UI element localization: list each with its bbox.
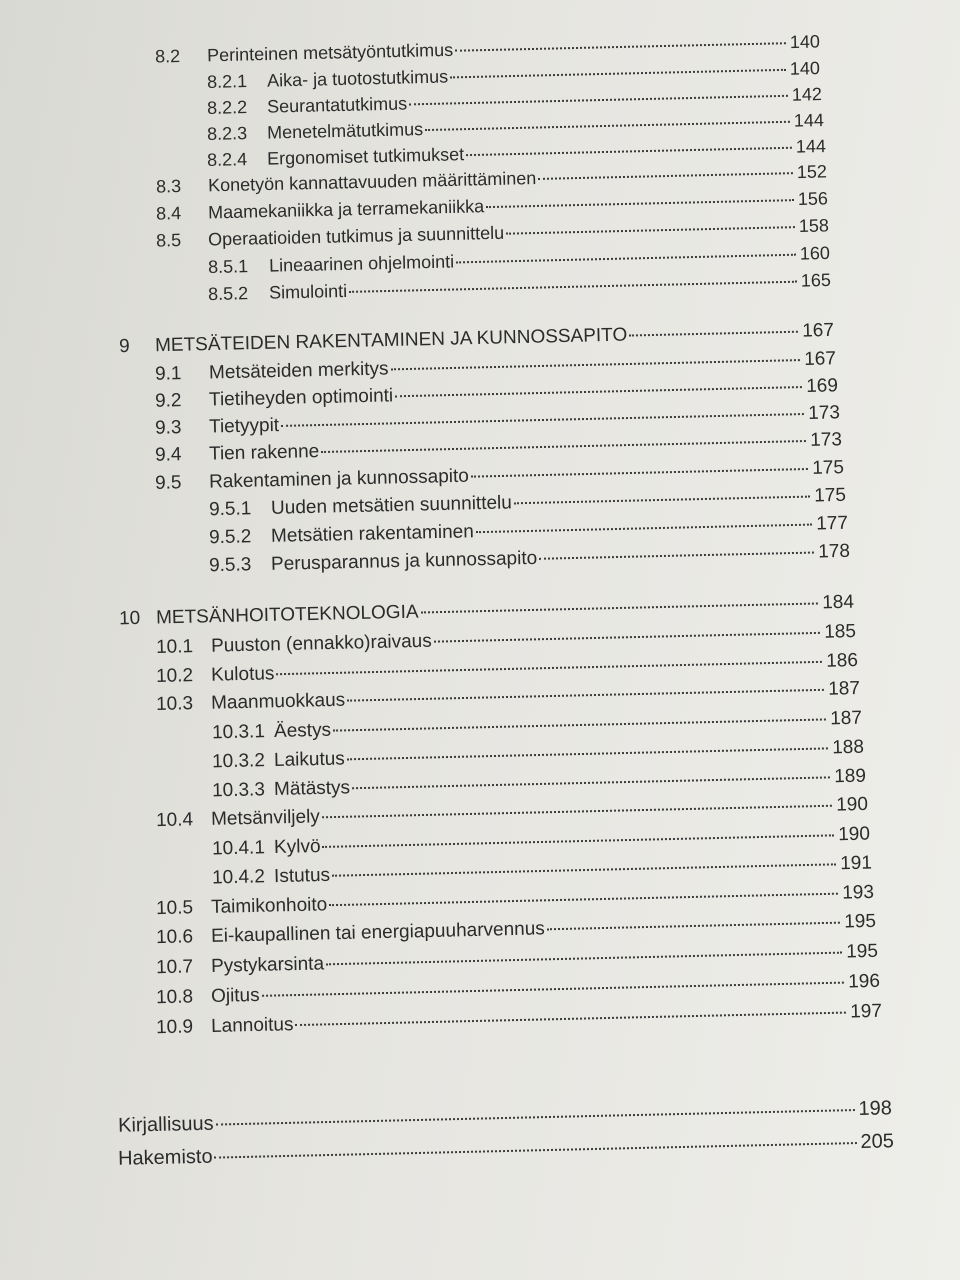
toc-entry-number: 9.5.2 [208,526,252,549]
toc-entry-page: 185 [823,621,857,643]
dot-leader [333,718,826,731]
toc-entry-page: 158 [798,215,830,237]
toc-entry-page: 142 [791,84,823,105]
toc-entry-number: 10.5 [155,897,194,920]
toc-entry-title: Menetelmätutkimus [266,119,424,143]
toc-entry-number: 10.2 [155,665,194,687]
toc-entry-number: 8.5.2 [207,283,249,305]
toc-entry-page: 175 [811,457,845,479]
dot-leader [450,69,786,79]
toc-entry-number: 9.4 [154,444,182,466]
dot-leader [476,524,812,534]
toc-entry-title: Metsätien rakentaminen [270,521,475,547]
toc-entry-title: Lineaarinen ohjelmointi [268,251,455,276]
toc-entry-title: Operaatioiden tutkimus ja suunnittelu [207,222,505,250]
toc-entry-number: 10.8 [155,986,194,1009]
toc-entry-page: 189 [833,765,867,788]
dot-leader [506,226,795,235]
toc-entry-number: 9.5 [154,472,182,494]
toc-entry-title: Äestys [273,719,332,742]
toc-entry-number: 10.3.1 [211,721,266,744]
dot-leader [471,468,808,478]
toc-entry-title: Maanmuokkaus [210,689,346,714]
toc-entry-title: Maamekaniikka ja terramekaniikka [207,196,485,223]
toc-entry-page: 178 [817,540,851,563]
toc-entry-title: Kylvö [273,836,321,859]
toc-entry-page: 186 [825,650,859,672]
toc-entry-number: 9.5.1 [208,498,252,521]
toc-entry-page: 193 [841,881,875,904]
dot-leader [434,632,820,643]
toc-entry-title: Puuston (ennakko)raivaus [210,630,432,657]
dot-leader [295,1012,846,1026]
toc-entry-page: 195 [845,940,879,963]
toc-entry-title: Rakentaminen ja kunnossapito [208,465,470,493]
toc-entry-number: 8.5.1 [207,256,249,278]
toc-entry-page: 196 [847,970,881,993]
toc-entry-number: 9.1 [154,363,182,385]
toc-entry-title: Perusparannus ja kunnossapito [270,547,538,575]
dot-leader [421,602,819,613]
toc-entry-title: Kirjallisuus [117,1112,214,1137]
toc-entry-page: 144 [793,110,825,131]
toc-entry-title: Tien rakenne [208,441,320,465]
toc-entry-page: 175 [813,484,847,507]
dot-leader [539,552,814,560]
toc-entry-page: 156 [797,188,829,210]
dot-leader [395,386,802,397]
toc-entry-page: 191 [839,852,873,875]
dot-leader [347,747,828,760]
dot-leader [514,496,810,505]
toc-entry-hakemisto [118,1130,894,1170]
toc-entry-title: Uuden metsätien suunnittelu [270,492,513,519]
toc-entry-page: 173 [807,402,841,424]
toc-entry-title: Tietiheyden optimointi [208,385,394,411]
dot-leader [276,661,822,675]
dot-leader [262,982,845,997]
toc-entry-number: 8.4 [155,203,182,224]
toc-entry-page: 167 [803,348,837,370]
toc-entry-page: 198 [858,1097,893,1120]
dot-leader [547,922,840,931]
toc-entry-page: 190 [837,823,871,846]
dot-leader [215,1142,857,1159]
toc-entry-title: Metsäteiden merkitys [208,358,389,384]
toc-entry-page: 188 [831,736,865,759]
toc-entry-title: Perinteinen metsätyöntutkimus [206,39,454,66]
toc-entry-number: 8.2.4 [206,149,248,171]
toc-entry-page: 184 [821,591,855,614]
toc-entry-number: 8.2.1 [206,71,248,92]
toc-entry-title: Ei-kaupallinen tai energiapuuharvennus [210,918,546,947]
toc-entry-number: 10.3.3 [211,779,266,802]
toc-entry-number: 10 [118,607,141,630]
toc-entry-number: 8.2.3 [206,123,248,144]
dot-leader [321,440,806,453]
toc-entry-page: 173 [809,429,843,451]
dot-leader [409,95,788,106]
dot-leader [326,952,842,966]
dot-leader [425,121,790,131]
toc-entry-page: 177 [815,512,849,535]
toc-entry-title: Kulotus [210,663,275,686]
toc-entry-page: 160 [799,242,831,264]
dot-leader [538,172,793,180]
toc-entry-number: 10.4 [155,809,194,832]
dot-leader [329,893,838,907]
toc-entry-title: Istutus [273,864,331,888]
toc-entry-title: Tietyypit [208,414,280,438]
toc-entry-page: 165 [800,269,832,291]
toc-entry-number: 10.9 [155,1016,194,1039]
toc-entry-title: Pystykarsinta [210,953,325,977]
toc-entry-page: 140 [789,31,821,53]
toc-entry-number: 10.4.2 [211,866,266,889]
toc-entry-number: 10.7 [155,956,194,979]
toc-entry-number: 10.4.1 [211,837,266,860]
toc-entry-title: Aika- ja tuotostutkimus [266,66,449,91]
dot-leader [332,863,836,876]
toc-entry-page: 187 [829,707,863,730]
dot-leader [391,359,801,370]
toc-entry-title: METSÄNHOITOTEKNOLOGIA [155,601,419,629]
toc-entry-page: 169 [805,375,839,397]
dot-leader [456,254,796,264]
toc-entry-page: 187 [827,678,861,700]
toc-entry-title: Hakemisto [117,1145,213,1170]
toc-entry-title: Konetyön kannattavuuden määrittäminen [207,167,537,196]
toc-entry-number: 8.5 [155,230,182,251]
toc-entry-title: Seurantatutkimus [266,93,408,117]
toc-entry-number: 8.2 [154,45,181,67]
toc-entry-title: METSÄTEIDEN RAKENTAMINEN JA KUNNOSSAPITO [154,324,628,357]
toc-entry-number: 9.3 [154,417,182,439]
toc-entry-page: 152 [796,161,828,183]
toc-entry-title: Ojitus [210,984,260,1007]
toc-entry-kirjallisuus [118,1097,892,1137]
dot-leader [486,199,794,208]
dot-leader [347,689,824,702]
toc-entry-page: 197 [849,1000,883,1023]
toc-entry-title: Laikutus [273,748,346,771]
dot-leader [349,281,797,293]
toc-entry-page: 167 [801,319,835,342]
toc-entry-number: 8.3 [155,176,182,197]
dot-leader [323,834,835,848]
toc-entry-title: Ergonomiset tutkimukset [266,144,465,169]
toc-entry-title: Metsänviljely [210,806,321,830]
dot-leader [466,147,792,156]
toc-entry-page: 205 [860,1130,895,1153]
toc-entry-page: 140 [789,58,821,79]
toc-entry-number: 8.2.2 [206,97,248,118]
toc-entry-title: Simulointi [268,280,348,303]
dot-leader [216,1109,855,1125]
toc-entry-number: 10.3 [155,693,194,715]
dot-leader [352,776,830,789]
toc-entry-number: 10.1 [155,636,194,658]
dot-leader [629,331,798,337]
toc-entry-title: Mätästys [273,777,351,801]
toc-entry-number: 10.3.2 [211,750,266,773]
toc-entry-page: 190 [835,793,869,816]
dot-leader [322,805,832,819]
toc-entry-number: 9.5.3 [208,554,252,577]
toc-entry-title: Lannoitus [210,1014,294,1037]
toc-entry-page: 195 [843,910,877,933]
toc-entry-number: 9 [118,335,130,358]
toc-entry-number: 10.6 [155,926,194,949]
toc-entry-title: Taimikonhoito [210,894,328,918]
dot-leader [281,413,804,427]
toc-entry-number: 9.2 [154,390,182,412]
dot-leader [455,42,786,52]
toc-entry-page: 144 [795,135,827,157]
